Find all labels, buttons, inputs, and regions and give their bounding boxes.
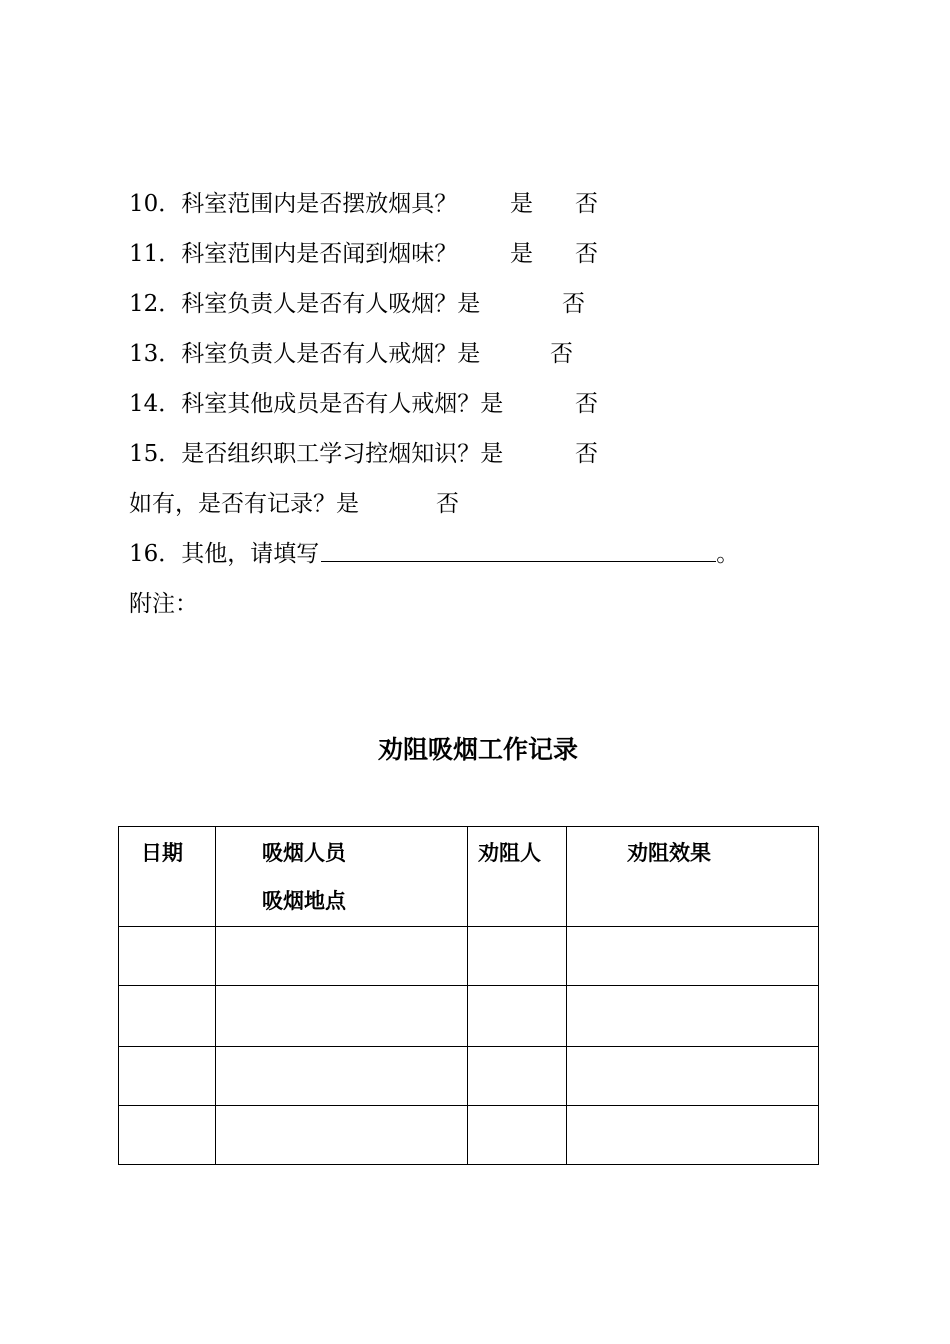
- header-date-label: 日期: [141, 841, 183, 865]
- header-persuader: [468, 827, 567, 927]
- table-header-row: [119, 827, 819, 927]
- table-cell[interactable]: [119, 1106, 216, 1165]
- header-effect-label: 劝阻效果: [627, 841, 711, 865]
- option-no: 否: [575, 241, 598, 267]
- option-no: 否: [575, 191, 598, 217]
- question-11: [129, 239, 598, 269]
- table-cell[interactable]: [567, 927, 819, 986]
- table-cell[interactable]: [468, 927, 567, 986]
- table-cell[interactable]: [567, 1106, 819, 1165]
- table-row: [119, 986, 819, 1047]
- header-place-label: 吸烟地点: [262, 889, 346, 913]
- table-cell[interactable]: [216, 1047, 468, 1106]
- table-cell[interactable]: [468, 986, 567, 1047]
- table-cell[interactable]: [216, 986, 468, 1047]
- question-text: 14．科室其他成员是否有人戒烟？是: [129, 391, 504, 417]
- header-date: [119, 827, 216, 927]
- table-row: [119, 1106, 819, 1165]
- question-text: 如有，是否有记录？是: [129, 491, 359, 517]
- option-no: 否: [550, 341, 573, 367]
- question-text: 11．科室范围内是否闻到烟味？: [129, 241, 458, 267]
- table-cell[interactable]: [216, 927, 468, 986]
- table-cell[interactable]: [567, 1047, 819, 1106]
- question-record: [129, 489, 459, 519]
- option-yes: 是: [510, 191, 533, 217]
- table-row: [119, 927, 819, 986]
- option-no: 否: [575, 391, 598, 417]
- header-smoker-label: 吸烟人员: [262, 841, 346, 865]
- question-10: [129, 189, 598, 219]
- record-title: 劝阻吸烟工作记录: [377, 735, 578, 764]
- table-cell[interactable]: [119, 927, 216, 986]
- table-cell[interactable]: [468, 1047, 567, 1106]
- option-no: 否: [562, 291, 585, 317]
- question-text: 12．科室负责人是否有人吸烟？是: [129, 291, 481, 317]
- table-cell[interactable]: [119, 1047, 216, 1106]
- question-14: [129, 389, 598, 419]
- question-15: [129, 439, 598, 469]
- option-no: 否: [575, 441, 598, 467]
- table-row: [119, 1047, 819, 1106]
- question-12: [129, 289, 585, 319]
- table-cell[interactable]: [468, 1106, 567, 1165]
- option-no: 否: [436, 491, 459, 517]
- note-label: 附注：: [129, 591, 198, 617]
- other-end-mark: 。: [716, 541, 740, 567]
- header-persuader-label: 劝阻人: [478, 841, 541, 865]
- option-yes: 是: [510, 241, 533, 267]
- table-cell[interactable]: [119, 986, 216, 1047]
- question-text: 15．是否组织职工学习控烟知识？是: [129, 441, 504, 467]
- table-cell[interactable]: [567, 986, 819, 1047]
- question-text: 10．科室范围内是否摆放烟具？: [129, 191, 458, 217]
- header-effect: [567, 827, 819, 927]
- header-smoker-place: [216, 827, 468, 927]
- persuasion-record-table: [118, 826, 819, 1165]
- question-13: [129, 339, 573, 369]
- other-label: 16．其他，请填写: [129, 541, 320, 567]
- question-text: 13．科室负责人是否有人戒烟？是: [129, 341, 481, 367]
- table-cell[interactable]: [216, 1106, 468, 1165]
- question-16-other: [129, 539, 739, 569]
- fill-in-blank[interactable]: [321, 539, 716, 562]
